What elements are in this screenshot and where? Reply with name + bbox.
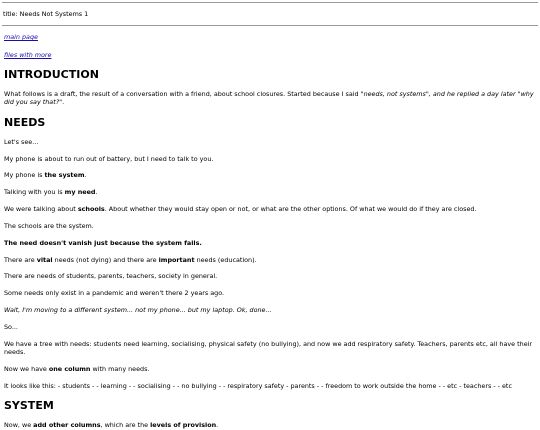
system-paragraph xyxy=(4,421,536,429)
column-text: Now we have xyxy=(4,364,49,373)
system-text-a: Now, we xyxy=(4,421,34,430)
talking-bold: my need xyxy=(64,188,96,197)
tree-paragraph: We have a tree with needs: students need learning, socialising, physical safety (no bullying), and now we add respiratory safety. Teachers, parents etc, all have their needs. xyxy=(4,339,533,357)
system-text-e: . xyxy=(216,421,219,430)
phone-end: . xyxy=(84,171,87,180)
intro-quote: "needs, not systems", and he replied a day later "why did you say that?" xyxy=(4,90,534,107)
main-page-link[interactable]: main page xyxy=(4,33,38,42)
column-end: with many needs. xyxy=(90,364,150,373)
intro-end: . xyxy=(62,98,65,107)
intro-text: What follows is a draft, the result of a conversation with a friend, about school closures. Started because I said xyxy=(4,90,361,99)
pandemic-paragraph: Some needs only exist in a pandemic and weren't there 2 years ago. xyxy=(4,289,225,298)
system-text-c: , which are the xyxy=(100,421,151,430)
schools-text: We were talking about xyxy=(4,205,78,214)
phone-paragraph xyxy=(4,171,536,179)
need-vanish-paragraph xyxy=(4,239,536,247)
column-bold: one column xyxy=(48,364,91,373)
wait-italic: Wait, I'm moving to a different system... not my phone... but my laptop. Ok, done... xyxy=(4,306,272,315)
introduction-heading: INTRODUCTION xyxy=(4,67,99,81)
column-paragraph xyxy=(4,365,536,373)
vital-bold: vital xyxy=(36,255,53,264)
intro-paragraph xyxy=(4,90,536,107)
students-paragraph: There are needs of students, parents, teachers, society in general. xyxy=(4,272,218,281)
lets-see-paragraph: Let's see... xyxy=(4,137,39,146)
phone-text: My phone is xyxy=(4,171,45,180)
system-heading: SYSTEM xyxy=(4,399,54,413)
battery-paragraph: My phone is about to run out of battery, but I need to talk to you. xyxy=(4,154,214,163)
vital-text-c: needs (not dying) and there are xyxy=(52,255,159,264)
wait-paragraph xyxy=(4,306,536,314)
talking-end: . xyxy=(95,188,98,197)
schools-paragraph xyxy=(4,205,536,213)
schools-bold: schools xyxy=(77,205,105,214)
document-body xyxy=(0,33,540,429)
vital-text-a: There are xyxy=(4,255,37,264)
vital-paragraph xyxy=(4,256,536,264)
vital-text-e: needs (education). xyxy=(194,255,257,264)
phone-bold: the system xyxy=(44,171,85,180)
files-with-more-link[interactable]: files with more xyxy=(4,50,52,59)
needs-heading: NEEDS xyxy=(4,115,46,129)
system-bold-columns: add other columns xyxy=(33,421,101,430)
page-title: title: Needs Not Systems 1 xyxy=(3,10,89,18)
schools-end: . About whether they would stay open or not, or what are the other options. Of what we would do if they are closed. xyxy=(104,205,477,214)
so-paragraph: So... xyxy=(4,322,18,331)
page-title-bar xyxy=(2,2,538,26)
system-bold-levels: levels of provision xyxy=(150,421,217,430)
need-vanish-bold: The need doesn't vanish just because the system fails. xyxy=(4,238,202,247)
talking-text: Talking with you is xyxy=(4,188,65,197)
important-bold: important xyxy=(158,255,195,264)
schools-system-paragraph: The schools are the system. xyxy=(4,221,94,230)
talking-paragraph xyxy=(4,188,536,196)
looks-like-paragraph: It looks like this: - students - - learning - - socialising - - no bullying - - respiratory safety - parents - - freedom to work outside the home - - etc - teachers - - etc xyxy=(4,381,512,390)
